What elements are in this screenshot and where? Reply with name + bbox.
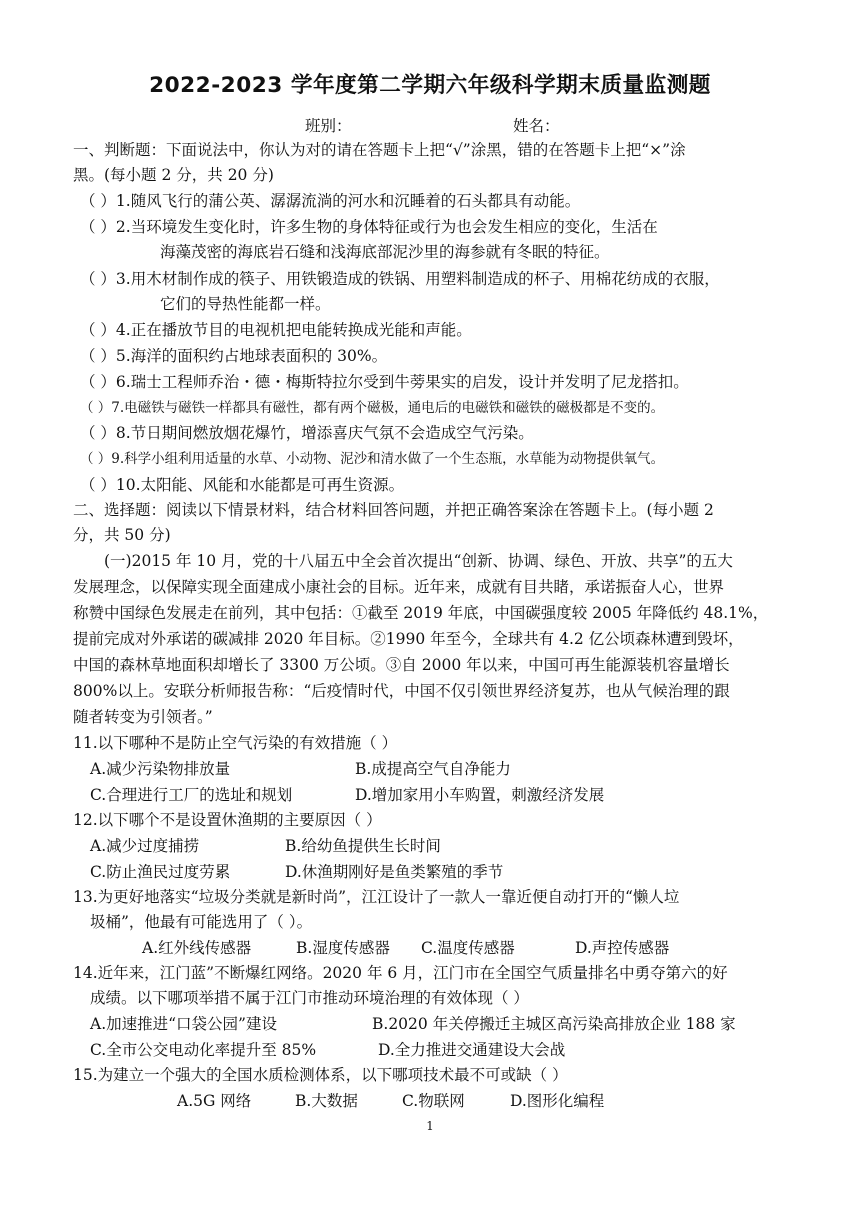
passage-line: 中国的森林草地面积却增长了 3300 万公顷。③自 2000 年以来，中国可再生能源装机容量增长 bbox=[73, 656, 730, 674]
judgement-item-cont: 它们的导热性能都一样。 bbox=[160, 295, 331, 313]
question-12-option-b: B.给幼鱼提供生长时间 bbox=[285, 837, 441, 855]
question-15-option-a: A.5G 网络 bbox=[177, 1092, 252, 1110]
question-14-option-d: D.全力推进交通建设大会战 bbox=[378, 1041, 566, 1059]
passage-line: 提前完成对外承诺的碳减排 2020 年目标。②1990 年至今，全球共有 4.2 亿公顷森林遭到毁坏， bbox=[73, 630, 744, 648]
judgement-item: （ ）5.海洋的面积约占地球表面积的 30%。 bbox=[80, 347, 388, 365]
question-15-option-b: B.大数据 bbox=[295, 1092, 358, 1110]
question-11-option-b: B.成提高空气自净能力 bbox=[355, 760, 511, 778]
passage-line: 发展理念，以保障实现全面建成小康社会的目标。近年来，成就有目共睹，承诺振奋人心，世界 bbox=[73, 578, 725, 596]
question-13-option-d: D.声控传感器 bbox=[575, 939, 670, 957]
judgement-item-cont: 海藻茂密的海底岩石缝和浅海底部泥沙里的海参就有冬眠的特征。 bbox=[160, 243, 610, 261]
question-14-option-c: C.全市公交电动化率提升至 85% bbox=[90, 1041, 317, 1059]
question-14-option-b: B.2020 年关停搬迁主城区高污染高排放企业 188 家 bbox=[372, 1015, 736, 1033]
class-label: 班别： bbox=[305, 117, 352, 135]
question-14-option-a: A.加速推进“口袋公园”建设 bbox=[90, 1015, 277, 1033]
judgement-item: （ ）10.太阳能、风能和水能都是可再生资源。 bbox=[80, 476, 405, 494]
judgement-item: （ ）7.电磁铁与磁铁一样都具有磁性，都有两个磁极，通电后的电磁铁和磁铁的磁极都是不变的。 bbox=[80, 400, 665, 416]
passage-line: 称赞中国绿色发展走在前列，其中包括：①截至 2019 年底，中国碳强度较 2005 年降低约 48.1%， bbox=[73, 604, 769, 622]
question-13-stem: 13.为更好地落实“垃圾分类就是新时尚”，江江设计了一款人一靠近便自动打开的“懒人垃 bbox=[73, 888, 680, 906]
page-number: 1 bbox=[426, 1119, 434, 1133]
question-15-option-d: D.图形化编程 bbox=[510, 1092, 605, 1110]
judgement-item: （ ）8.节日期间燃放烟花爆竹，增添喜庆气氛不会造成空气污染。 bbox=[80, 424, 534, 442]
section1-heading: 一、判断题：下面说法中，你认为对的请在答题卡上把“√”涂黑，错的在答题卡上把“×”涂 bbox=[73, 141, 686, 159]
section1-heading-cont: 黑。(每小题 2 分，共 20 分) bbox=[73, 166, 274, 184]
judgement-item: （ ）3.用木材制作成的筷子、用铁锻造成的铁锅、用塑料制造成的杯子、用棉花纺成的衣服， bbox=[80, 270, 720, 288]
page-title: 2022-2023 学年度第二学期六年级科学期末质量监测题 bbox=[149, 73, 711, 98]
question-11-option-a: A.减少污染物排放量 bbox=[90, 760, 231, 778]
passage-line: (一)2015 年 10 月，党的十八届五中全会首次提出“创新、协调、绿色、开放、共享”的五大 bbox=[104, 552, 733, 570]
passage-line: 800%以上。安联分析师报告称：“后疫情时代，中国不仅引领世界经济复苏，也从气候治理的跟 bbox=[73, 682, 730, 700]
name-label: 姓名： bbox=[513, 117, 560, 135]
question-11-stem: 11.以下哪种不是防止空气污染的有效措施（ ） bbox=[73, 734, 398, 752]
question-12-option-a: A.减少过度捕捞 bbox=[90, 837, 200, 855]
question-11-option-c: C.合理进行工厂的选址和规划 bbox=[90, 786, 293, 804]
judgement-item: （ ）6.瑞士工程师乔治・德・梅斯特拉尔受到牛蒡果实的启发，设计并发明了尼龙搭扣。 bbox=[80, 373, 689, 391]
question-13-option-b: B.湿度传感器 bbox=[296, 939, 390, 957]
question-11-option-d: D.增加家用小车购置，刺激经济发展 bbox=[355, 786, 605, 804]
question-12-option-d: D.休渔期刚好是鱼类繁殖的季节 bbox=[285, 863, 504, 881]
question-15-stem: 15.为建立一个强大的全国水质检测体系，以下哪项技术最不可或缺（ ） bbox=[73, 1066, 568, 1084]
section2-heading-cont: 分，共 50 分) bbox=[73, 526, 171, 544]
judgement-item: （ ）4.正在播放节目的电视机把电能转换成光能和声能。 bbox=[80, 321, 472, 339]
question-13-stem-cont: 圾桶”，他最有可能选用了（ ）。 bbox=[90, 913, 313, 931]
judgement-item: （ ）1.随风飞行的蒲公英、潺潺流淌的河水和沉睡着的石头都具有动能。 bbox=[80, 192, 581, 210]
question-14-stem: 14.近年来，江门蓝”不断爆红网络。2020 年 6 月，江门市在全国空气质量排名中勇夺第六的好 bbox=[73, 964, 728, 982]
question-13-option-a: A.红外线传感器 bbox=[142, 939, 252, 957]
question-13-option-c: C.温度传感器 bbox=[421, 939, 515, 957]
question-14-stem-cont: 成绩。以下哪项举措不属于江门市推动环境治理的有效体现（ ） bbox=[90, 989, 529, 1007]
judgement-item: （ ）9.科学小组利用适量的水草、小动物、泥沙和清水做了一个生态瓶，水草能为动物提供氧气。 bbox=[80, 451, 665, 467]
question-12-option-c: C.防止渔民过度劳累 bbox=[90, 863, 231, 881]
section2-heading: 二、选择题：阅读以下情景材料，结合材料回答问题，并把正确答案涂在答题卡上。(每小题 2 bbox=[73, 501, 714, 519]
question-12-stem: 12.以下哪个不是设置休渔期的主要原因（ ） bbox=[73, 811, 382, 829]
judgement-item: （ ）2.当环境发生变化时，许多生物的身体特征或行为也会发生相应的变化，生活在 bbox=[80, 218, 658, 236]
question-15-option-c: C.物联网 bbox=[402, 1092, 465, 1110]
passage-line: 随者转变为引领者。” bbox=[73, 708, 213, 726]
